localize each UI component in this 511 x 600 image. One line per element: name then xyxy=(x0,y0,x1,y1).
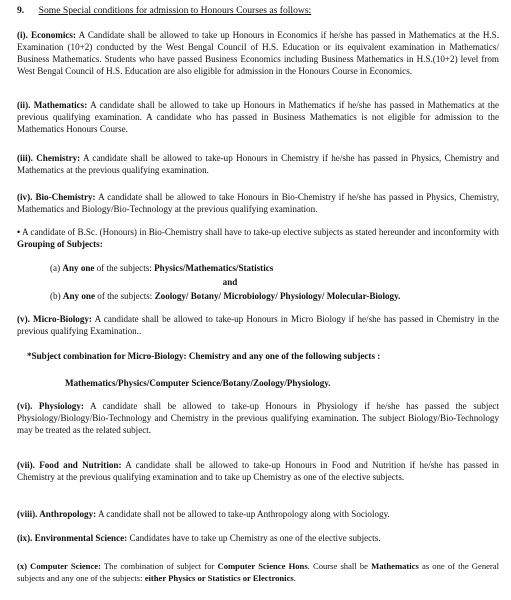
physiology-paragraph xyxy=(17,401,499,437)
computer-science-text-4: . xyxy=(293,572,296,583)
section-title: Some Special conditions for admission to Honours Courses as follows: xyxy=(38,5,312,16)
physiology-label: (vi). Physiology: xyxy=(17,401,84,411)
option-a-mid: of the subjects: xyxy=(96,263,152,273)
anthropology-label: (viii). Anthropology: xyxy=(17,509,97,519)
biochemistry-paragraph xyxy=(17,192,499,216)
chemistry-label: (iii). Chemistry: xyxy=(17,153,81,163)
option-a xyxy=(50,262,273,274)
computer-science-text-3: as one of the General subjects and any one of the subjects: xyxy=(17,561,499,583)
option-b-subjects: Zoology/ Botany/ Microbiology/ Physiology/ Molecular-Biology. xyxy=(154,291,401,301)
environmental-label: (ix). Environmental Science: xyxy=(17,533,128,543)
computer-science-mathematics: Mathematics xyxy=(371,561,419,571)
biochemistry-note-text: A candidate of B.Sc. (Honours) in Bio-Chemistry shall have to take-up elective subjects as stated hereunder and inconformity with xyxy=(22,227,499,237)
chemistry-text: A candidate shall be allowed to take-up Honours in Chemistry if he/she has passed in Physics, Chemistry and Mathematics at the previous qualifying examination. xyxy=(17,153,499,175)
section-number: 9. xyxy=(17,5,25,16)
microbiology-paragraph xyxy=(17,314,499,338)
computer-science-text-1: The combination of subject for xyxy=(103,561,215,571)
economics-paragraph xyxy=(17,30,499,78)
micro-subjects: Mathematics/Physics/Computer Science/Botany/Zoology/Physiology. xyxy=(65,378,331,388)
biochemistry-note xyxy=(17,227,499,251)
option-b-mid: of the subjects: xyxy=(97,291,153,301)
computer-science-paragraph xyxy=(17,561,499,585)
environmental-paragraph xyxy=(17,533,499,545)
environmental-text: Candidates have to take up Chemistry as one of the elective subjects. xyxy=(129,533,381,543)
grouping-of-subjects: Grouping of Subjects: xyxy=(17,238,103,249)
option-a-subjects: Physics/Mathematics/Statistics xyxy=(154,263,274,273)
food-nutrition-paragraph xyxy=(17,460,499,484)
economics-text: A Candidate shall be allowed to take up Honours in Economics if he/she has passed in Mathematics at the H.S. Examination (10+2) conducted by the West Bengal Council of H.S. Education or its equivalent examination in Mathematics/ Business Mathematics. Students who have passed Business Economics including Business Mathematics in H.S.(10+2) level from West Bengal Council of H.S. Education are also eligible for admission in the Honours Course in Economics. xyxy=(17,30,500,76)
anthropology-text: A candidate shall not be allowed to take-up Anthropology along with Sociology. xyxy=(97,509,390,519)
physiology-text: A candidate shall be allowed to take-up Honours in Physiology if he/she has passed the subject Physiology/Biology/Bio-Technology and Chemistry in the previous qualifying examination. The subject Biology/Bio-Technology may be treated as the related subject. xyxy=(17,401,499,435)
option-b xyxy=(50,290,400,302)
option-b-emph: Any one xyxy=(62,291,95,301)
mathematics-text: A candidate shall be allowed to take up Honours in Mathematics if he/she has passed in Mathematics at the previous qualifying examination. A candidate who has passed in Business Mathematics is not eligible for admission to the Mathematics Honours Course. xyxy=(17,100,499,134)
microbiology-text: A candidate shall be allowed to take-up Honours in Micro Biology if he/she has passed in Chemistry in the previous qualifying Examination.. xyxy=(17,314,500,336)
computer-science-text-2: . Course shall be xyxy=(307,561,368,571)
and-connector: and xyxy=(222,277,238,287)
option-b-prefix: (b) xyxy=(50,291,61,301)
computer-science-label: (x) Computer Science: xyxy=(17,561,101,571)
economics-label: (i). Economics: xyxy=(17,30,76,40)
mathematics-label: (ii). Mathematics: xyxy=(17,100,88,110)
microbiology-label: (v). Micro-Biology: xyxy=(17,314,92,324)
mathematics-paragraph xyxy=(17,100,499,136)
biochemistry-text: A candidate shall be allowed to take Honours in Bio-Chemistry if he/she has passed in Physics, Chemistry, Mathematics and Biology/Bio-Technology at the previous qualifying examination. xyxy=(17,192,499,214)
bullet-marker: • xyxy=(17,227,21,237)
section-heading xyxy=(17,5,311,17)
computer-science-electives: either Physics or Statistics or Electronics xyxy=(144,572,294,583)
food-nutrition-label: (vii). Food and Nutrition: xyxy=(17,460,122,470)
food-nutrition-text: A candidate shall be allowed to take-up Honours in Food and Nutrition if he/she has passed in Chemistry at the previous qualifying examination and to take up Chemistry as one of the elective subjects. xyxy=(17,460,499,482)
chemistry-paragraph xyxy=(17,153,499,177)
micro-combination: *Subject combination for Micro-Biology: Chemistry and any one of the following subjects : xyxy=(27,351,381,361)
biochemistry-label: (iv). Bio-Chemistry: xyxy=(17,192,96,202)
option-a-emph: Any one xyxy=(62,263,95,273)
option-a-prefix: (a) xyxy=(50,263,61,273)
anthropology-paragraph xyxy=(17,509,499,521)
computer-science-hons: Computer Science Hons xyxy=(217,561,308,571)
